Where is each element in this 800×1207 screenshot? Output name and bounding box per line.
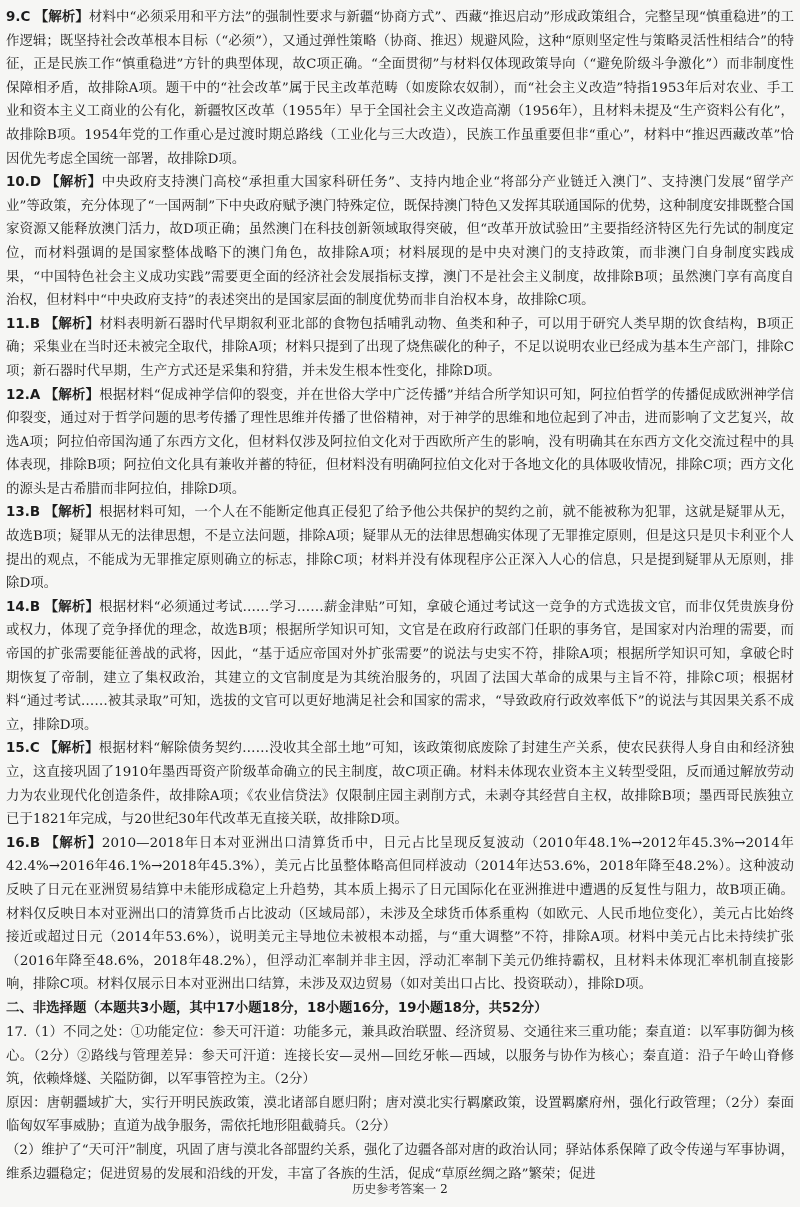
answer-text: 根据材料“促成神学信仰的裂变，并在世俗大学中广泛传播”并结合所学知识可知，阿拉伯哲学的传播促成欧洲神学信仰裂变，通过对于哲学问题的思考传播了理性思维并传播了世俗精神，对于神学的思维和地位起到了冲击，进而影响了文艺复兴，故选A项；阿拉伯帝国沟通了东西方文化，但材料仅涉及阿拉伯文化对于西欧所产生的影响，没有明确其在东西方文化交流过程中的具体表现，排除B项；阿拉伯文化具有兼收并蓄的特征，但材料没有明确阿拉伯文化对于各地文化的具体吸收情况，排除C项；西方文化的源头是古希腊而非阿拉伯，排除D项。 — [6, 387, 794, 497]
answer-text: 材料中“必须采用和平方法”的强制性要求与新疆“协商方式”、西藏“推迟启动”形成政策组合，完整呈现“慎重稳进”的工作逻辑；既坚持社会改革根本目标（“必须”），又通过弹性策略（协商、推迟）规避风险，这种“原则坚定性与策略灵活性相结合”的特征，正是民族工作“慎重稳进”方针的典型体现，故C项正确。“全面贯彻”与材料仅体现政策导向（“避免阶级斗争激化”）而非制度性保障相矛盾，故排除A项。题干中的“社会改革”属于民主改革范畴（如废除农奴制），而“社会主义改造”特指1953年后对农业、手工业和资本主义工商业的公有化，新疆牧区改革（1955年）早于全国社会主义改造高潮（1956年），且材料未提及“生产资料公有化”，故排除B项。1954年党的工作重心是过渡时期总路线（工业化与三大改造），民族工作虽重要但非“重心”，材料中“推迟西藏改革”恰因优先考虑全国统一部署，故排除D项。 — [6, 10, 795, 167]
answer-text: 根据材料“解除债务契约……没收其全部土地”可知，该政策彻底废除了封建生产关系，使农民获得人身自由和经济独立，这直接巩固了1910年墨西哥资产阶级革命确立的民主制度，故C项正确。材料未体现农业资本主义转型受阻，反而通过解放劳动力为农业现代化创造条件，故排除A项；《农业信贷法》仅限制庄园主剥削方式，未剥夺其经营自主权，故排除B项；墨西哥民族独立已于1821年完成，与20世纪30年代改革无直接关联，故排除D项。 — [6, 741, 794, 828]
analysis-tag: 【解析】 — [44, 387, 100, 403]
answer-item-10 — [6, 171, 794, 313]
answer-text: 根据材料可知，一个人在不能断定他真正侵犯了给予他公共保护的契约之前，就不能被称为犯罪，这就是疑罪从无，故选B项；疑罪从无的法律思想，不是立法问题，排除A项；疑罪从无的法律思想确实体现了无罪推定原则，但是这只是贝卡利亚个人提出的观点，不能成为无罪推定原则确立的标志，排除C项；材料并没有体现程序公正深入人心的信息，只是提到疑罪从无原则，排除D项。 — [6, 505, 794, 592]
answer-number: 16.B — [6, 835, 41, 851]
analysis-tag: 【解析】 — [44, 316, 100, 332]
answer-item-11 — [6, 313, 794, 384]
answer-number: 10.D — [6, 175, 42, 191]
analysis-tag: 【解析】 — [44, 599, 100, 615]
q17-part1: 17.（1）不同之处：①功能定位：参天可汗道：功能多元，兼具政治联盟、经济贸易、交通往来三重功能；秦直道：以军事防御为核心。（2分）②路线与管理差异：参天可汗道：连接长安—灵州—回纥牙帐—西域，以服务与协作为核心；秦直道：沿子午岭山脊修筑，依赖烽燧、关隘防御，以军事管控为主。（2分） — [6, 1024, 794, 1088]
answer-text: 2010—2018年日本对亚洲出口清算货币中，日元占比呈现反复波动（2010年48.1%→2012年45.3%→2014年42.4%→2016年46.1%→2018年45.3%），美元占比虽整体略高但同样波动（2014年达53.6%，2018年降至48.2%）。这种波动反映了日元在亚洲贸易结算中未能形成稳定上升趋势，其本质上揭示了日元国际化在亚洲推进中遭遇的反复性与阻力，故B项正确。材料仅反映日本对亚洲出口的清算货币占比波动（区域局部），未涉及全球货币体系重构（如欧元、人民币地位变化），美元占比始终接近或超过日元（2014年53.6%），说明美元主导地位未被根本动摇，与“重大调整”不符，排除A项。材料中美元占比未持续扩张（2016年降至48.6%，2018年48.2%），但浮动汇率制并非主因，浮动汇率制下美元仍维持霸权，且材料未体现汇率机制直接影响，排除C项。材料仅展示日本对亚洲出口结算，未涉及双边贸易（如对美出口占比、投资联动），排除D项。 — [6, 835, 794, 993]
answer-number: 9.C — [6, 10, 31, 25]
analysis-tag: 【解析】 — [44, 741, 99, 757]
analysis-tag: 【解析】 — [34, 10, 89, 25]
section-note: （本题共3小题，其中17小题18分，18小题16分，19小题18分，共52分） — [86, 1000, 548, 1016]
answer-number: 11.B — [6, 316, 41, 332]
page-footer: 历史参考答案一 2 — [352, 1182, 448, 1196]
analysis-tag: 【解析】 — [45, 835, 102, 851]
section-title: 二、非选择题 — [6, 1000, 87, 1016]
answer-text: 根据材料“必须通过考试……学习……薪金津贴”可知，拿破仑通过考试这一竞争的方式选拔文官，而非仅凭贵族身份或权力，体现了竞争择优的理念，故选B项；根据所学知识可知，文官是在政府行政部门任职的事务官，是国家对内治理的需要，而帝国的扩张需要能征善战的武将，因此，“基于适应帝国对外扩张需要”的说法与史实不符，排除A项；根据所学知识可知，拿破仑时期恢复了帝制，建立了集权政治，其建立的文官制度是为其统治服务的，巩固了法国大革命的成果与主旨不符，排除C项；根据材料“通过考试……被其录取”可知，选拔的文官可以更好地满足社会和国家的需求，“导致政府行政效率低下”的说法与其因果关系不成立，排除D项。 — [6, 599, 794, 733]
q17-part2: （2）维护了“天可汗”制度，巩固了唐与漠北各部盟约关系，强化了边疆各部对唐的政治认同；驿站体系保障了政令传递与军事协调，维系边疆稳定；促进贸易的发展和沿线的开发，丰富了各族的生活，促成“草原丝绸之路”繁荣；促进 — [6, 1142, 794, 1182]
answer-item-15 — [6, 737, 794, 831]
q17-part1-reasons: 原因：唐朝疆域扩大，实行开明民族政策，漠北诸部自愿归附；唐对漠北实行羁縻政策，设置羁縻府州，强化行政管理；（2分）秦面临匈奴军事威胁；直道为战争服务，需依托地形阻截骑兵。（2分） — [6, 1095, 794, 1135]
answer-item-13 — [6, 501, 794, 595]
section-heading — [6, 997, 794, 1021]
answer-item-16 — [6, 832, 794, 997]
answer-number: 13.B — [6, 505, 41, 521]
answer-number: 15.C — [6, 741, 40, 757]
answer-item-9 — [6, 6, 794, 171]
answer-number: 12.A — [6, 387, 41, 403]
analysis-tag: 【解析】 — [44, 505, 100, 521]
answer-text: 材料表明新石器时代早期叙利亚北部的食物包括哺乳动物、鱼类和种子，可以用于研究人类早期的饮食结构，B项正确；采集业在当时还未被完全取代，排除A项；材料只提到了出现了烧焦碳化的种子，不足以说明农业已经成为基本生产部门，排除C项；新石器时代早期，生产方式还是采集和狩猎，并未发生根本性变化，排除D项。 — [6, 316, 795, 379]
answer-item-14 — [6, 596, 794, 738]
answer-number: 14.B — [6, 599, 41, 615]
answer-page — [6, 6, 794, 1186]
analysis-tag: 【解析】 — [45, 175, 102, 191]
answer-item-12 — [6, 384, 794, 502]
answer-text: 中央政府支持澳门高校“承担重大国家科研任务”、支持内地企业“将部分产业链迁入澳门”、支持澳门发展“留学产业”等政策，充分体现了“一国两制”下中央政府赋予澳门特殊定位，既保持澳门特色又发挥其联通国际的优势，这种制度安排既整合国家资源又能释放澳门活力，故D项正确；虽然澳门在科技创新领域取得突破，但“改革开放试验田”主要指经济特区先行先试的制度定位，而材料强调的是国家整体战略下的澳门角色，故排除A项；材料展现的是中央对澳门的支持政策，而非澳门自身制度实践成果，“中国特色社会主义成功实践”需要更全面的经济社会发展指标支撑，澳门不是社会主义制度，故排除B项；虽然澳门享有高度自治权，但材料中“中央政府支持”的表述突出的是国家层面的制度优势而非自治权本身，故排除C项。 — [6, 175, 794, 309]
